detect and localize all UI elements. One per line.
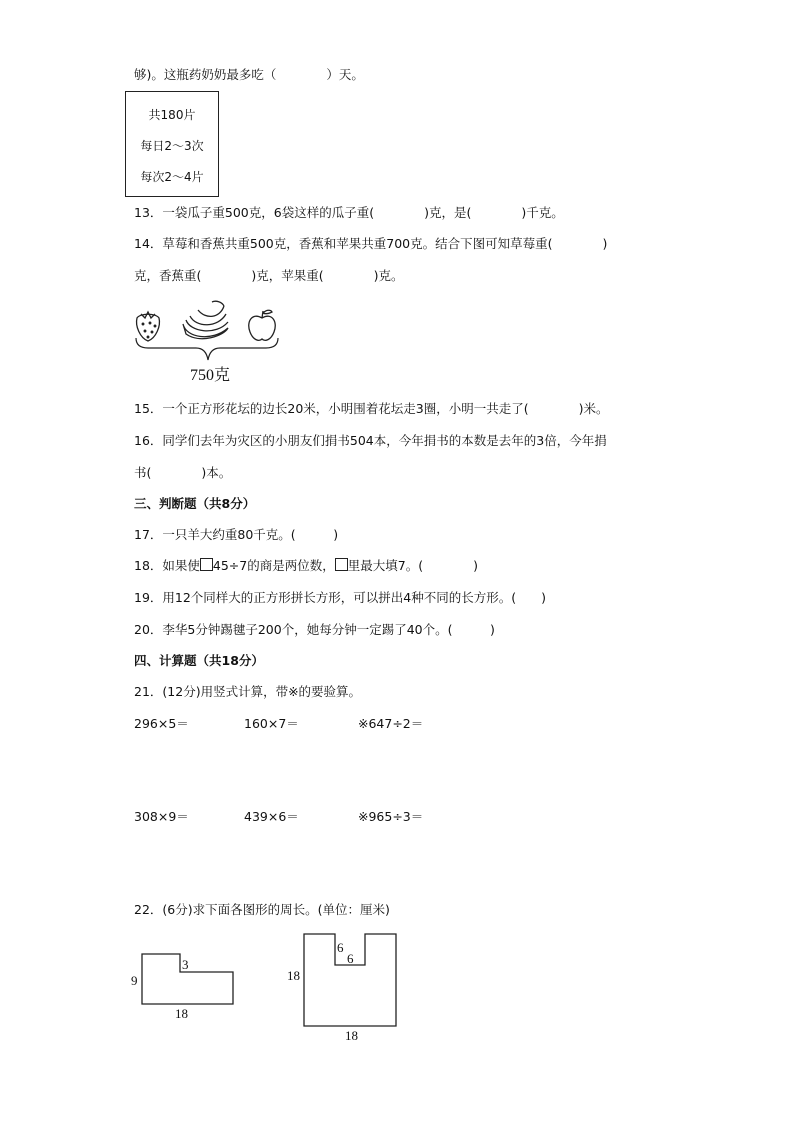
section-4-heading: 四、计算题（共18分）: [134, 653, 264, 668]
u-shape-left-label: 18: [287, 968, 300, 983]
u-shape-bottom-label: 18: [345, 1028, 358, 1043]
u-shape-figure: [284, 928, 404, 1046]
l-shape-figure: [125, 950, 240, 1025]
calc-item: 439×6＝: [244, 809, 299, 824]
calc-item: ※647÷2＝: [358, 716, 424, 731]
banana-icon: [183, 301, 228, 338]
l-shape-left-label: 9: [131, 973, 138, 988]
medicine-per-dose: 每次2～4片: [140, 170, 204, 184]
question-18-prefix: 18．如果使: [134, 558, 200, 573]
question-17: 17．一只羊大约重80千克。( ): [134, 527, 339, 542]
question-19: 19．用12个同样大的正方形拼长方形，可以拼出4种不同的长方形。( ): [134, 590, 547, 605]
question-14-line2: 克，香蕉重( )克，苹果重( )克。: [134, 268, 404, 283]
brace: [136, 338, 278, 360]
medicine-daily: 每日2～3次: [140, 139, 204, 153]
question-18: [134, 558, 478, 574]
question-20: 20．李华5分钟踢毽子200个，她每分钟一定踢了40个。( ): [134, 622, 495, 637]
question-16-line1: 16．同学们去年为灾区的小朋友们捐书504本，今年捐书的本数是去年的3倍，今年捐: [134, 433, 607, 448]
calc-item: 308×9＝: [134, 809, 189, 824]
calc-item: 296×5＝: [134, 716, 189, 731]
fruit-total-weight: 750克: [189, 367, 231, 384]
question-22: 22．(6分)求下面各图形的周长。(单位：厘米): [134, 902, 390, 917]
u-shape-outline: [304, 934, 396, 1026]
section-3-heading: 三、判断题（共8分）: [134, 496, 256, 511]
question-18-middle: 45÷7的商是两位数，: [212, 558, 335, 573]
l-shape-notch-label: 3: [182, 957, 189, 972]
medicine-label-box: [125, 91, 219, 197]
fruit-figure: [128, 298, 288, 390]
question-18-suffix: 里最大填7。( ): [347, 558, 478, 573]
question-13: 13．一袋瓜子重500克，6袋这样的瓜子重( )克，是( )千克。: [134, 205, 564, 220]
question-21: 21．(12分)用竖式计算，带※的要验算。: [134, 684, 362, 699]
blank-square: [200, 558, 213, 571]
blank-square: [335, 558, 348, 571]
question-14-line1: 14．草莓和香蕉共重500克，香蕉和苹果共重700克。结合下图可知草莓重( ): [134, 236, 608, 251]
medicine-total: 共180片: [148, 108, 196, 122]
apple-icon: [249, 310, 276, 340]
calc-item: ※965÷3＝: [358, 809, 424, 824]
q12-continuation: 够)。这瓶药奶奶最多吃（ ）天。: [134, 67, 364, 82]
question-16-line2: 书( )本。: [134, 465, 232, 480]
calc-item: 160×7＝: [244, 716, 299, 731]
u-shape-notch-depth-label: 6: [337, 940, 344, 955]
strawberry-icon: [137, 312, 160, 341]
u-shape-notch-width-label: 6: [347, 951, 354, 966]
question-15: 15．一个正方形花坛的边长20米，小明围着花坛走3圈，小明一共走了( )米。: [134, 401, 609, 416]
l-shape-bottom-label: 18: [175, 1006, 188, 1021]
